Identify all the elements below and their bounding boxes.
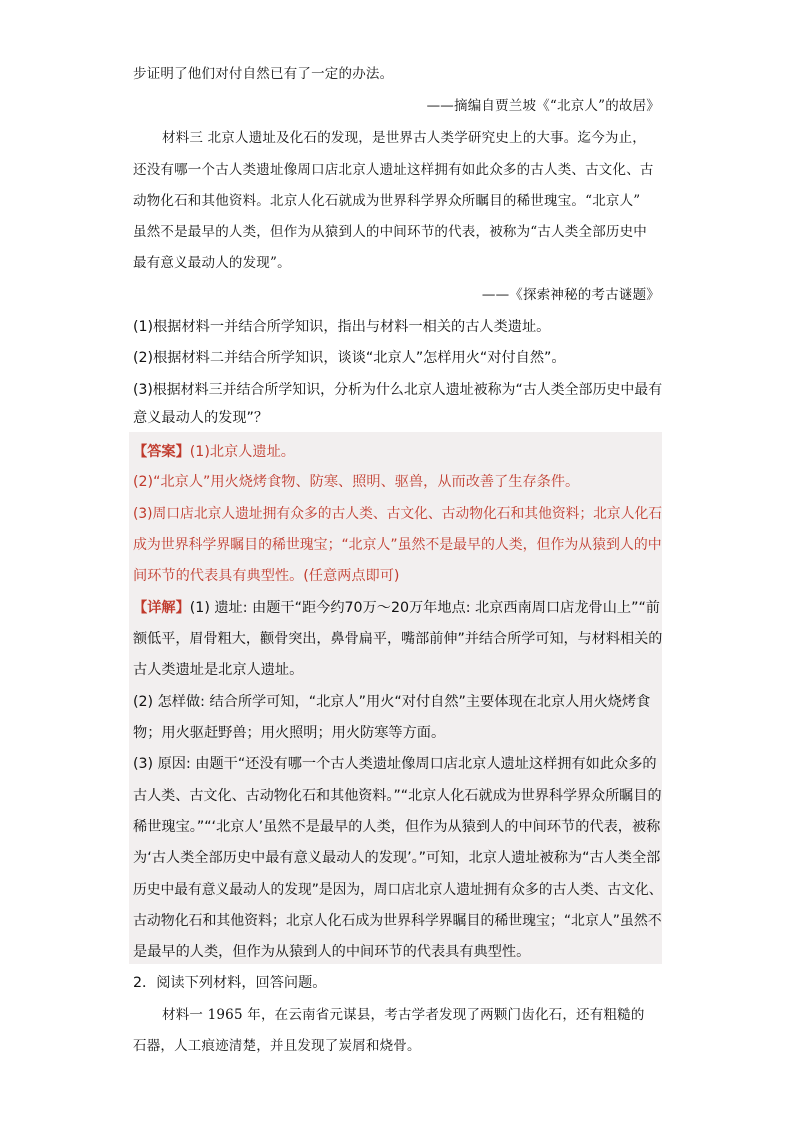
detail-line-1 bbox=[133, 598, 660, 618]
material3-source: ——《探索神秘的考古谜题》 bbox=[481, 287, 660, 303]
question-1: (1)根据材料一并结合所学知识，指出与材料一相关的古人类遗址。 bbox=[133, 319, 551, 335]
answer-tag: 【答案】 bbox=[133, 444, 190, 460]
answer-3-line-2: 成为世界科学界瞩目的稀世瑰宝；“北京人”虽然不是最早的人类，但作为从猿到人的中 bbox=[133, 537, 662, 553]
answer-1: (1)北京人遗址。 bbox=[189, 444, 295, 460]
detail-1-first: (1) 遗址: 由题干“距今约70万～20万年地点: 北京西南周口店龙骨山上”“前 bbox=[189, 600, 660, 616]
detail-2-line-1: (2) 怎样做: 结合所学可知，“北京人”用火“对付自然”主要体现在北京人用火烧烤食 bbox=[133, 694, 651, 710]
detail-1-line-3: 古人类遗址是北京人遗址。 bbox=[133, 662, 304, 678]
detail-1-line-2: 额低平，眉骨粗大，颧骨突出，鼻骨扁平，嘴部前伸”并结合所学可知，与材料相关的 bbox=[133, 631, 663, 647]
material3-line-4: 虽然不是最早的人类，但作为从猿到人的中间环节的代表，被称为“古人类全部历史中 bbox=[133, 224, 648, 240]
material2-last-line: 步证明了他们对付自然已有了一定的办法。 bbox=[133, 66, 394, 82]
detail-3-line-6: 古动物化石和其他资料；北京人化石成为世界科学界瞩目的稀世瑰宝；“北京人”虽然不 bbox=[133, 913, 662, 929]
answer-2: (2)“北京人”用火烧烤食物、防寒、照明、驱兽，从而改善了生存条件。 bbox=[133, 474, 580, 490]
detail-3-line-2: 古人类、古文化、古动物化石和其他资料。”“北京人化石就成为世界科学界众所瞩目的 bbox=[133, 788, 662, 804]
question-3-cont: 意义最动人的发现”？ bbox=[133, 410, 269, 426]
material3-line-1: 材料三 北京人遗址及化石的发现，是世界古人类学研究史上的大事。迄今为止， bbox=[162, 130, 646, 146]
detail-2-line-2: 物；用火驱赶野兽；用火照明；用火防寒等方面。 bbox=[133, 725, 446, 741]
detail-3-line-5: 历史中最有意义最动人的发现”是因为，周口店北京人遗址拥有众多的古人类、古文化、 bbox=[133, 882, 663, 898]
answer-line-1 bbox=[133, 442, 295, 462]
material3-line-3: 动物化石和其他资料。北京人化石就成为世界科学界众所瞩目的稀世瑰宝。“北京人” bbox=[133, 193, 641, 209]
question-2: (2)根据材料二并结合所学知识，谈谈“北京人”怎样用火“对付自然”。 bbox=[133, 350, 566, 366]
detail-3-line-4: 为‘古人类全部历史中最有意义最动人的发现’。”可知，北京人遗址被称为“古人类全部 bbox=[133, 850, 661, 866]
question2-material1-line-1: 材料一 1965 年，在云南省元谋县，考古学者发现了两颗门齿化石，还有粗糙的 bbox=[162, 1007, 645, 1023]
material3-line-2: 还没有哪一个古人类遗址像周口店北京人遗址这样拥有如此众多的古人类、古文化、古 bbox=[133, 162, 654, 178]
question-3: (3)根据材料三并结合所学知识，分析为什么北京人遗址被称为“古人类全部历史中最有 bbox=[133, 382, 663, 398]
material2-source: ——摘编自贾兰坡《“北京人”的故居》 bbox=[426, 98, 660, 114]
detail-tag: 【详解】 bbox=[133, 600, 190, 616]
detail-3-line-3: 稀世瑰宝。”“‘北京人’虽然不是最早的人类，但作为从猿到人的中间环节的代表，被称 bbox=[133, 819, 661, 835]
answer-3-line-3: 间环节的代表具有典型性。(任意两点即可) bbox=[133, 568, 400, 584]
question2-material1-line-2: 石器，人工痕迹清楚，并且发现了炭屑和烧骨。 bbox=[133, 1038, 421, 1054]
detail-3-line-7: 是最早的人类，但作为从猿到人的中间环节的代表具有典型性。 bbox=[133, 944, 531, 960]
answer-3-line-1: (3)周口店北京人遗址拥有众多的古人类、古文化、古动物化石和其他资料；北京人化石 bbox=[133, 506, 663, 522]
detail-3-line-1: (3) 原因: 由题干“还没有哪一个古人类遗址像周口店北京人遗址这样拥有如此众多的 bbox=[133, 756, 657, 772]
material3-line-5: 最有意义最动人的发现”。 bbox=[133, 255, 291, 271]
question2-title: 2．阅读下列材料，回答问题。 bbox=[133, 975, 327, 991]
